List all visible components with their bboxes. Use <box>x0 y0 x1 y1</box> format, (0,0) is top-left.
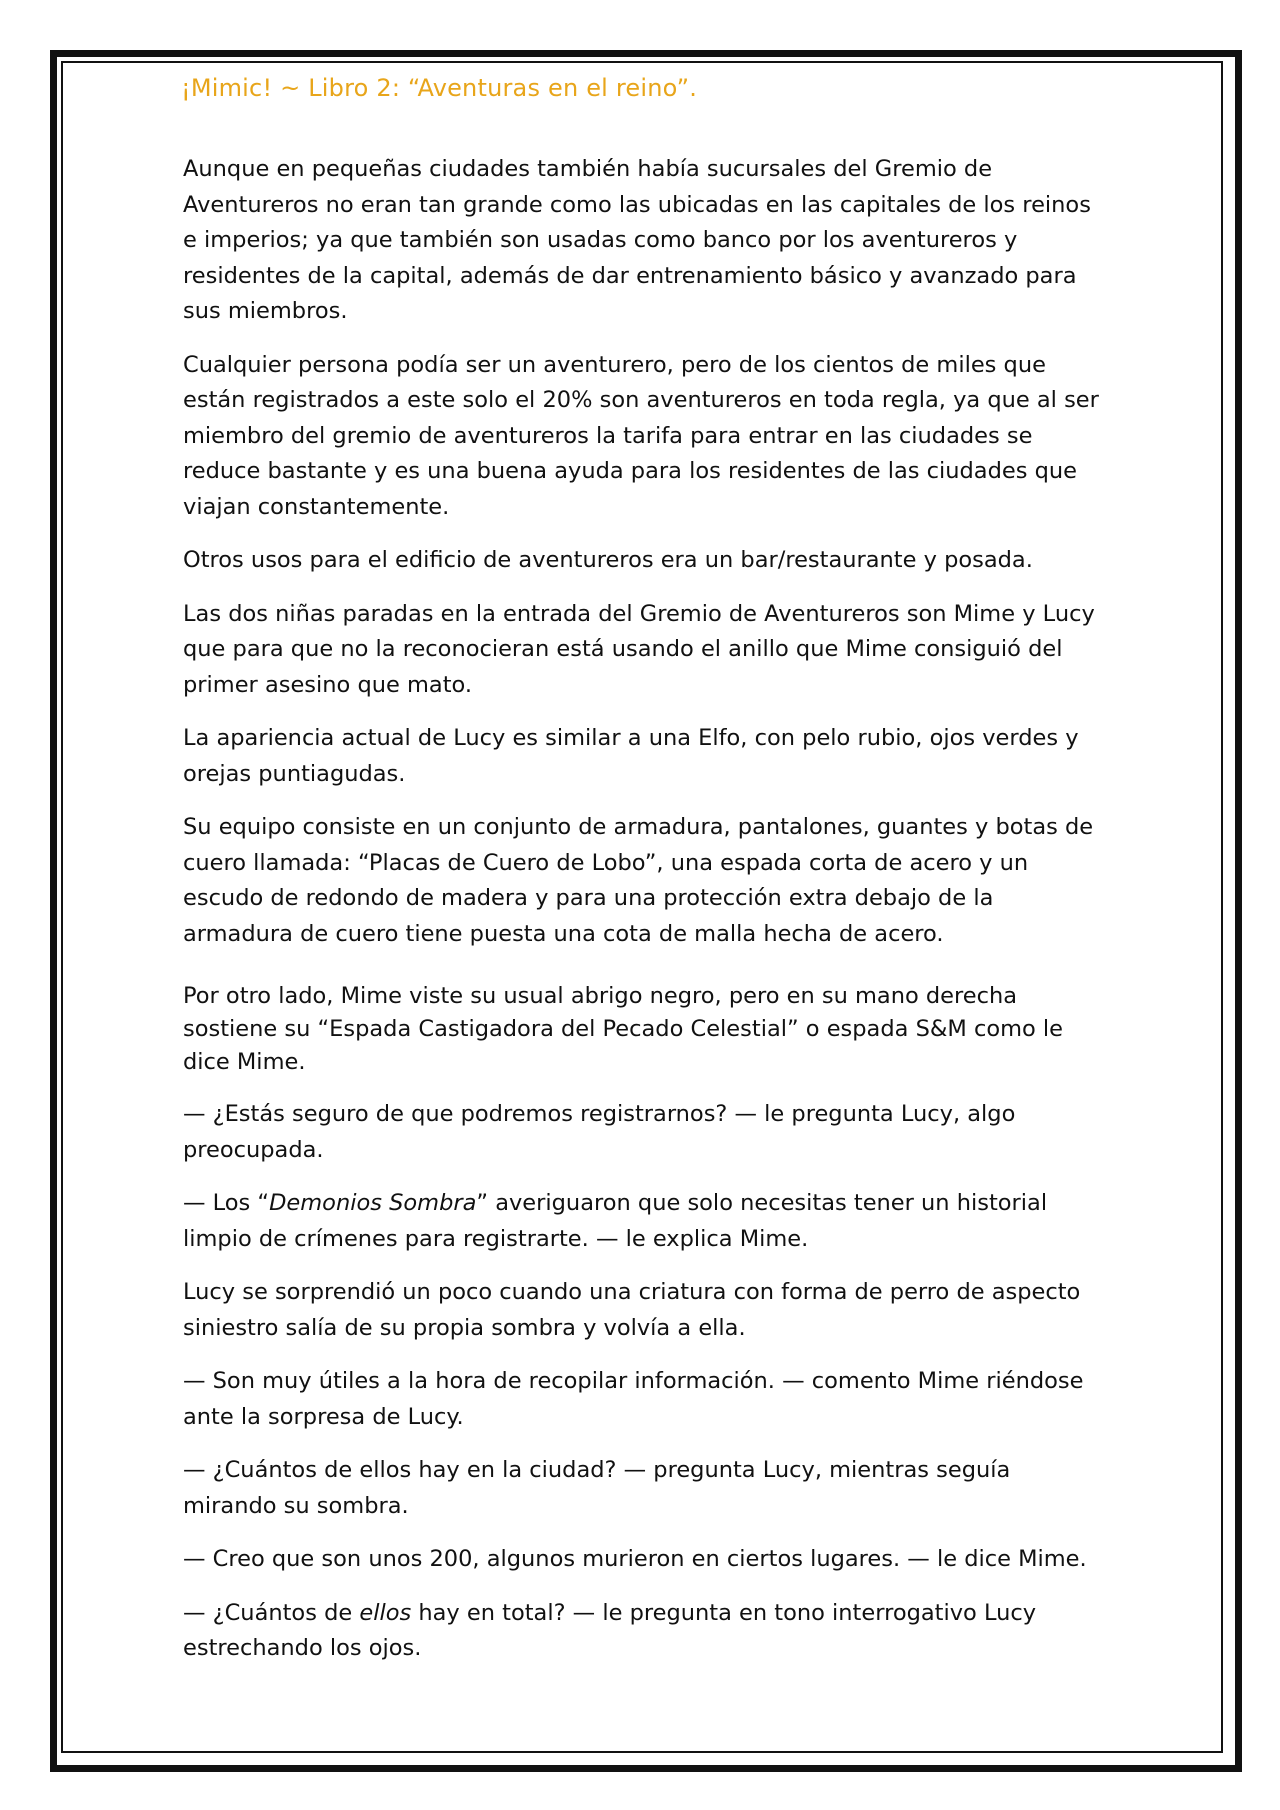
paragraph-5: La apariencia actual de Lucy es similar a una Elfo, con pelo rubio, ojos verdes y orejas puntiagudas. <box>183 725 1079 787</box>
paragraph-2: Cualquier persona podía ser un aventurero, pero de los cientos de miles que están registrados a este solo el 20% son aventureros en toda regla, ya que al ser miembro del gremio de aventureros la tarifa para entrar en las ciudades se reduce bastante y es una buena ayuda para los residentes de las ciudades que viajan constantemente. <box>183 351 1099 520</box>
paragraph-4: Las dos niñas paradas en la entrada del Gremio de Aventureros son Mime y Lucy que para que no la reconocieran está usando el anillo que Mime consiguió del primer asesino que mato. <box>183 600 1095 698</box>
dialogue-1: — ¿Estás seguro de que podremos registrarnos? — le pregunta Lucy, algo preocupada. <box>183 1101 1016 1163</box>
paragraph-3: Otros usos para el edificio de aventureros era un bar/restaurante y posada. <box>183 547 1033 573</box>
dialogue-6-after: hay en total? — le pregunta en tono interrogativo Lucy estrechando los ojos. <box>183 1599 1037 1661</box>
dialogue-5: — Creo que son unos 200, algunos murieron en ciertos lugares. — le dice Mime. <box>183 1546 1087 1572</box>
paragraph-1: Aunque en pequeñas ciudades también había sucursales del Gremio de Aventureros no eran tan grande como las ubicadas en las capitales de los reinos e imperios; ya que también son usadas como banco por los aventureros y residentes de la capital, además de dar entrenamiento básico y avanzado para sus miembros. <box>183 156 1091 324</box>
dialogue-2-after: ” averiguaron que solo necesitas tener un historial limpio de crímenes para registrarte. — le explica Mime. <box>183 1190 1048 1252</box>
dialogue-2 <box>183 1186 1103 1257</box>
running-header: ¡Mimic! ~ Libro 2: “Aventuras en el reino”. <box>181 74 698 102</box>
dialogue-6-italic: ellos <box>359 1599 412 1626</box>
dialogue-6-before: — ¿Cuántos de <box>183 1599 360 1626</box>
paragraph-7: Por otro lado, Mime viste su usual abrigo negro, pero en su mano derecha sostiene su “Espada Castigadora del Pecado Celestial” o espada S&M como le dice Mime. <box>183 983 1064 1075</box>
paragraph-6: Su equipo consiste en un conjunto de armadura, pantalones, guantes y botas de cuero llamada: “Placas de Cuero de Lobo”, una espada corta de acero y un escudo de redondo de madera y para una protección extra debajo de la armadura de cuero tiene puesta una cota de malla hecha de acero. <box>183 814 1094 947</box>
document-body <box>183 152 1103 1685</box>
dialogue-4: — ¿Cuántos de ellos hay en la ciudad? — pregunta Lucy, mientras seguía mirando su sombra. <box>183 1457 1011 1519</box>
dialogue-2-italic: Demonios Sombra <box>269 1190 477 1216</box>
paragraph-8: Lucy se sorprendió un poco cuando una criatura con forma de perro de aspecto siniestro salía de su propia sombra y volvía a ella. <box>183 1279 1081 1341</box>
dialogue-2-before: — Los “ <box>183 1190 270 1216</box>
dialogue-3: — Son muy útiles a la hora de recopilar información. — comento Mime riéndose ante la sorpresa de Lucy. <box>183 1368 1084 1430</box>
dialogue-6 <box>183 1596 1103 1667</box>
